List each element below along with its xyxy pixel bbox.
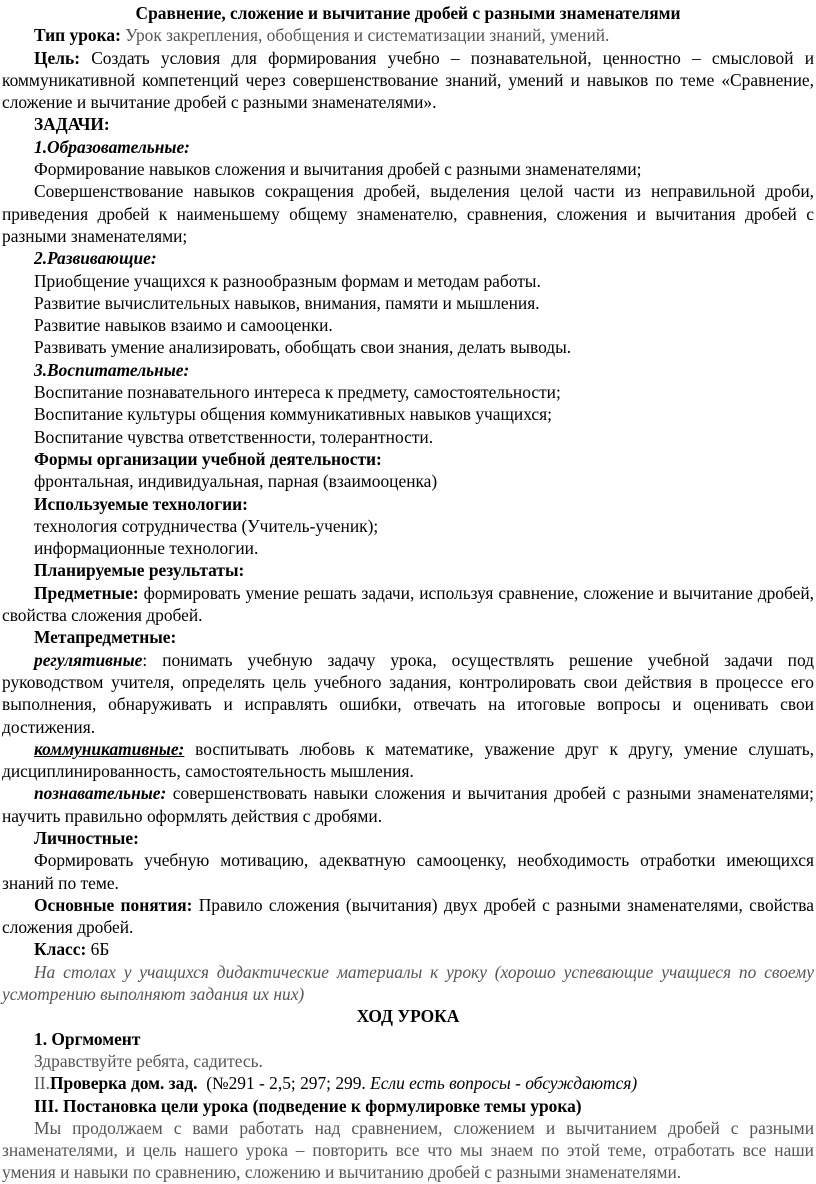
upbringing-item: Воспитание чувства ответственности, толерантности. — [34, 426, 434, 447]
developing-item: Приобщение учащихся к разнообразным формам и методам работы. — [34, 270, 541, 291]
homework-label: Проверка дом. зад. — [49, 1073, 198, 1094]
subject-results-text: формировать умение решать задачи, используя сравнение, сложение и вычитание дробей, свойства сложения дробей. — [2, 582, 814, 626]
forms-text: фронтальная, индивидуальная, парная (взаимооценка) — [34, 471, 438, 492]
developing-item: Развитие навыков взаимо и самооценки. — [34, 315, 333, 336]
subject-results-label: Предметные: — [34, 582, 139, 603]
document-title: Сравнение, сложение и вычитание дробей с разными знаменателями — [135, 3, 681, 23]
homework-check — [2, 1072, 814, 1094]
technologies-item: информационные технологии. — [34, 538, 259, 559]
developing-heading: 2.Развивающие: — [34, 248, 157, 269]
homework-note: Если есть вопросы - обсуждаются) — [370, 1073, 638, 1094]
lesson-goal-label: Цель: — [34, 47, 80, 68]
developing-item: Развивать умение анализировать, обобщать свои знания, делать выводы. — [34, 337, 572, 358]
cognitive-results — [2, 782, 814, 827]
class-label: Класс: — [34, 939, 87, 960]
homework-text: (№291 - 2,5; 297; 299. — [197, 1073, 371, 1094]
technologies-heading: Используемые технологии: — [34, 493, 248, 514]
cognitive-label: познавательные: — [34, 783, 167, 804]
upbringing-heading: 3.Воспитательные: — [34, 359, 190, 380]
lesson-type — [2, 24, 814, 46]
upbringing-item: Воспитание культуры общения коммуникативных навыков учащихся; — [34, 404, 552, 425]
lesson-goal — [2, 47, 814, 114]
results-heading: Планируемые результаты: — [34, 560, 245, 581]
goal-setting-heading: III. Постановка цели урока (подведение к формулировке темы урока) — [34, 1095, 582, 1116]
communicative-text: воспитывать любовь к математике, уважение друг к другу, умение слушать, дисциплинированность, самостоятельность мышления. — [2, 738, 814, 782]
goal-setting-text: Мы продолжаем с вами работать над сравнением, сложением и вычитанием дробей с разными знаменателями, и цель нашего урока – повторить все что мы знаем по этой теме, отработать все наши умения и навыки по сравнению, сложению и вычитанию дробей с разными знаменателями. — [2, 1117, 814, 1183]
cognitive-text: совершенствовать навыки сложения и вычитания дробей с разными знаменателями; научить правильно оформлять действия с дробями. — [2, 783, 814, 826]
educational-item: Формирование навыков сложения и вычитания дробей с разными знаменателями; — [34, 159, 642, 180]
org-heading: 1. Оргмомент — [34, 1028, 141, 1049]
personal-heading: Личностные: — [34, 827, 139, 848]
homework-prefix: II. — [34, 1073, 50, 1094]
class-value: 6Б — [86, 939, 110, 960]
communicative-results — [2, 738, 814, 783]
lesson-flow-heading: ХОД УРОКА — [356, 1006, 460, 1027]
forms-heading: Формы организации учебной деятельности: — [34, 448, 382, 469]
lesson-type-text: Урок закрепления, обобщения и систематизации знаний, умений. — [120, 25, 610, 46]
regulative-results — [2, 649, 814, 738]
concepts-label: Основные понятия: — [34, 894, 193, 915]
technologies-item: технология сотрудничества (Учитель-ученик); — [34, 515, 379, 536]
subject-results — [2, 582, 814, 627]
org-text: Здравствуйте ребята, садитесь. — [34, 1050, 263, 1071]
concepts-text: Правило сложения (вычитания) двух дробей с разными знаменателями, свойства сложения дробей. — [2, 894, 815, 938]
upbringing-item: Воспитание познавательного интереса к предмету, самостоятельности; — [34, 382, 561, 403]
lesson-type-label: Тип урока: — [34, 25, 121, 46]
concepts — [2, 894, 814, 939]
educational-heading: 1.Образовательные: — [34, 136, 190, 157]
lesson-goal-text: Создать условия для формирования учебно – познавательной, ценностно – смысловой и коммуникативной компетенций через совершенствование знаний, умений и навыков по теме «Сравнение, сложение и вычитание дробей с разными знаменателями». — [2, 47, 814, 113]
regulative-text: : понимать учебную задачу урока, осуществлять решение учебной задачи под руководством учителя, определять цель учебного задания, контролировать свои действия в процессе его выполнения, обнаруживать и исправлять ошибки, отвечать на итоговые вопросы и оценивать свои достижения. — [2, 649, 814, 737]
educational-item: Совершенствование навыков сокращения дробей, выделения целой части из неправильной дроби, приведения дробей к наименьшему общему знаменателю, сравнения, сложения и вычитания дробей с разными знаменателями; — [2, 181, 814, 246]
materials-note: На столах у учащихся дидактические материалы к уроку (хорошо успевающие учащиеся по своему усмотрению выполняют задания их них) — [2, 961, 814, 1005]
personal-text: Формировать учебную мотивацию, адекватную самооценку, необходимость отработки имеющихся знаний по теме. — [2, 850, 814, 893]
regulative-label: регулятивные — [34, 649, 143, 670]
meta-heading: Метапредметные: — [34, 627, 177, 648]
tasks-heading: ЗАДАЧИ: — [34, 114, 110, 135]
communicative-label: коммуникативные: — [34, 738, 185, 759]
class-info — [2, 938, 814, 960]
developing-item: Развитие вычислительных навыков, внимания, памяти и мышления. — [34, 292, 540, 313]
